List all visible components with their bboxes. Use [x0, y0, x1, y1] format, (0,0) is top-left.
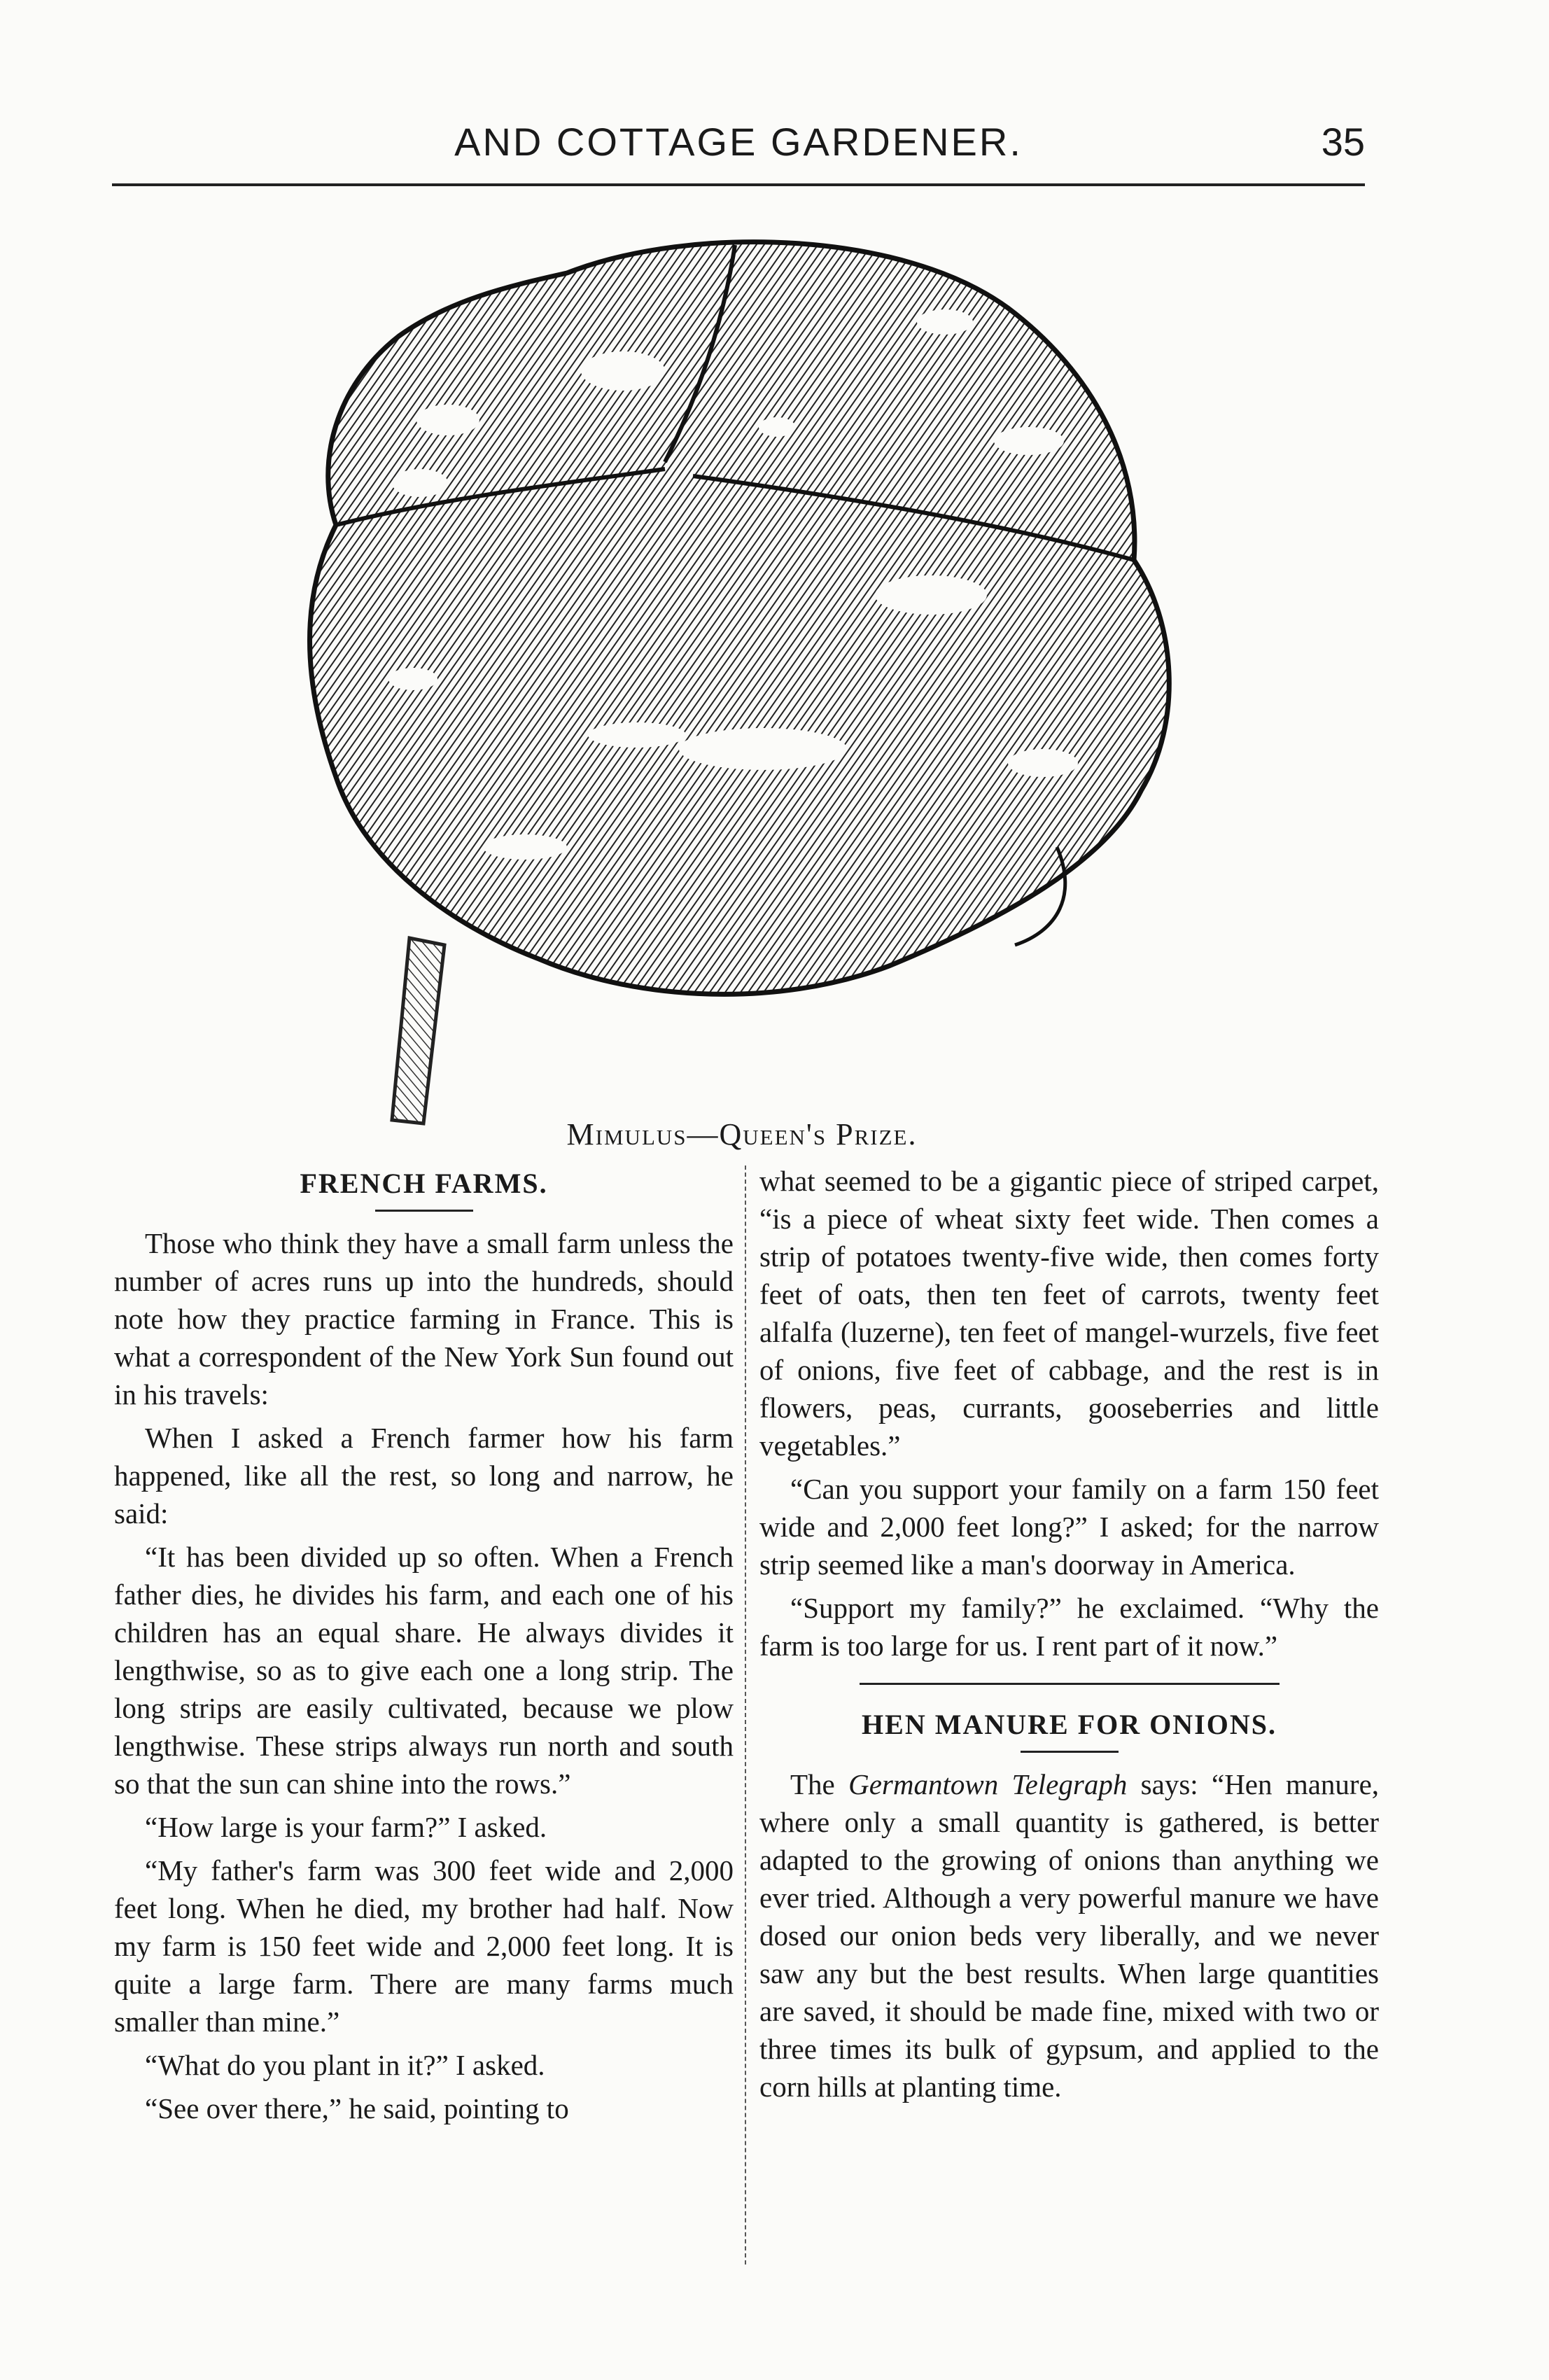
- title-rule: [1021, 1751, 1119, 1753]
- right-column: [759, 1162, 1379, 2111]
- paragraph: “It has been divided up so often. When a French father dies, he divides his farm, and each one of his children has an equal share. He always divides it lengthwise, so as to give each one a long strip. The long strips are easily cultivated, because we plow lengthwise. These strips always run north and south so that the sun can shine into the rows.”: [114, 1541, 734, 1800]
- paragraph-text: says: “Hen manure, where only a small quantity is gathered, is better adapted to the growing of onions than anything we ever tried. Although a very powerful manure we have dosed our onion beds very liberally, and we never saw any but the best results. When large quantities are saved, it should be made fine, mixed with two or three times its bulk of gypsum, and applied to the corn hills at planting time.: [759, 1768, 1380, 2103]
- paragraph: “Support my family?” he exclaimed. “Why the farm is too large for us. I rent part of it now.”: [759, 1592, 1379, 1662]
- paragraph: “How large is your farm?” I asked.: [145, 1811, 547, 1843]
- left-column: [114, 1162, 734, 2133]
- page-number: 35: [1321, 120, 1365, 164]
- title-rule: [375, 1210, 473, 1212]
- paragraph: When I asked a French farmer how his farm happened, like all the rest, so long and narrow, he said:: [114, 1422, 734, 1530]
- leaf-engraving: [273, 231, 1197, 1134]
- paragraph: “My father's farm was 300 feet wide and 2,000 feet long. When he died, my brother had half. Now my farm is 150 feet wide and 2,000 feet long. It is quite a large farm. There are many farms much smaller than mine.”: [114, 1854, 734, 2038]
- article-title-french-farms: FRENCH FARMS.: [300, 1168, 548, 1199]
- paragraph: what seemed to be a gigantic piece of striped carpet, “is a piece of wheat sixty feet wide. Then comes a strip of potatoes twenty-five wide, then comes forty feet of oats, then ten feet of carrots, twenty feet alfalfa (luzerne), ten feet of mangel-wurzels, five feet of onions, five feet of cabbage, and the rest is in flowers, peas, currants, gooseberries and little vegetables.”: [759, 1165, 1379, 1462]
- column-divider: [745, 1166, 746, 2264]
- paragraph: [759, 1765, 1379, 2106]
- paragraph-lead: The: [790, 1768, 835, 1800]
- figure-caption: Mimulus—Queen's Prize.: [566, 1117, 918, 1152]
- running-head: AND COTTAGE GARDENER.: [454, 120, 1023, 164]
- source-title: Germantown Telegraph: [848, 1768, 1128, 1800]
- section-separator: [860, 1683, 1280, 1685]
- paragraph: “Can you support your family on a farm 150 feet wide and 2,000 feet long?” I asked; for the narrow strip seemed like a man's doorway in America.: [759, 1473, 1379, 1581]
- paragraph: “See over there,” he said, pointing to: [145, 2092, 569, 2124]
- article-title-hen-manure: HEN MANURE FOR ONIONS.: [862, 1709, 1277, 1740]
- mimulus-illustration: [273, 231, 1197, 1134]
- page-header: [112, 119, 1365, 182]
- paragraph: “What do you plant in it?” I asked.: [145, 2049, 545, 2081]
- paragraph: Those who think they have a small farm unless the number of acres runs up into the hundreds, should note how they practice farming in France. This is what a correspondent of the New York Sun found out in his travels:: [114, 1227, 734, 1410]
- header-rule: [112, 183, 1365, 186]
